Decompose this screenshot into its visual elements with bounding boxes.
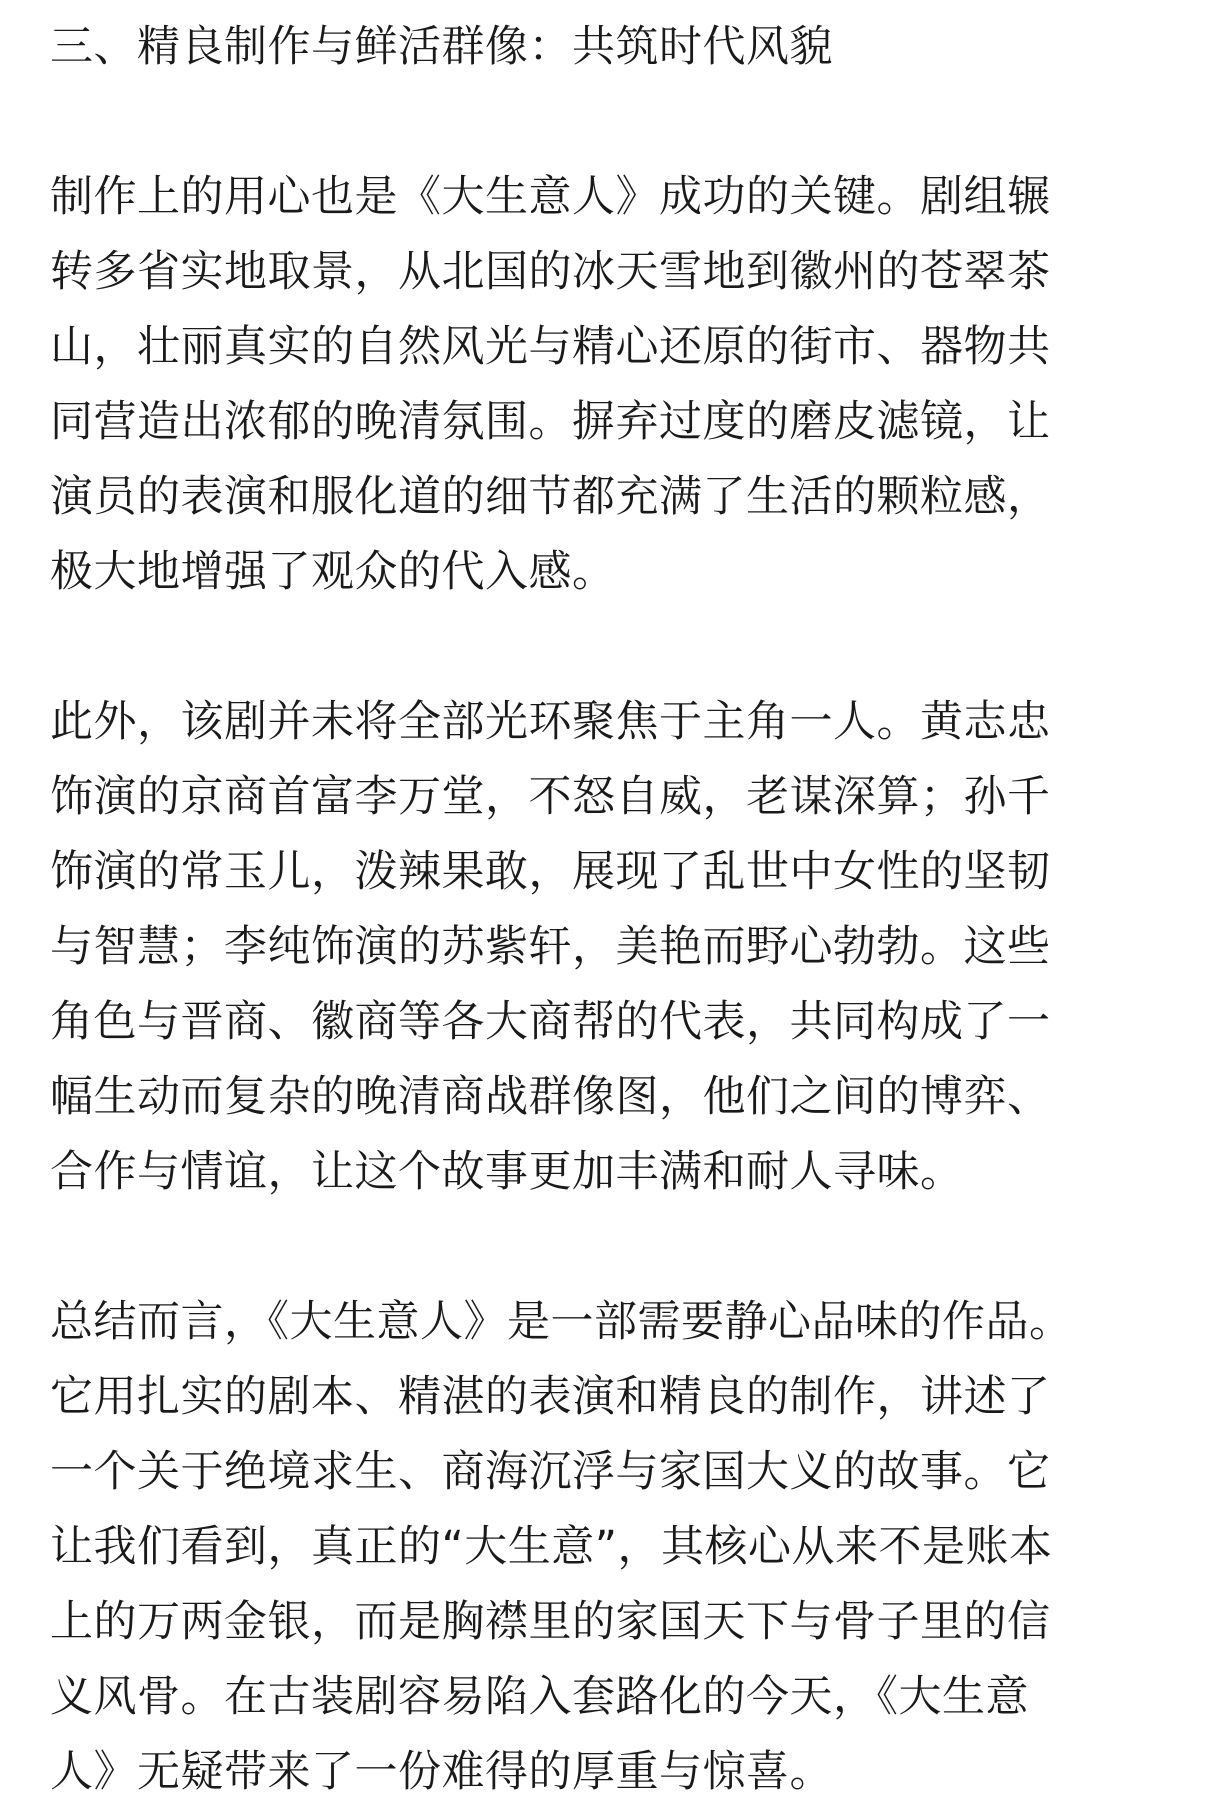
paragraph-line: 总结而言，《大生意人》是一部需要静心品味的作品。 bbox=[50, 1297, 1073, 1347]
paragraph-line: 幅生动而复杂的晚清商战群像图，他们之间的博弈、 bbox=[50, 1072, 1051, 1122]
paragraph-line: 山，壮丽真实的自然风光与精心还原的街市、器物共 bbox=[50, 322, 1051, 372]
paragraph-line: 人》无疑带来了一份难得的厚重与惊喜。 bbox=[50, 1747, 833, 1797]
article-body bbox=[50, 10, 1150, 1810]
paragraph-line: 与智慧；李纯饰演的苏紫轩，美艳而野心勃勃。这些 bbox=[50, 922, 1051, 972]
paragraph-line: 制作上的用心也是《大生意人》成功的关键。剧组辗 bbox=[50, 172, 1051, 222]
paragraph-line: 饰演的京商首富李万堂，不怒自威，老谋深算；孙千 bbox=[50, 772, 1051, 822]
paragraph-line: 合作与情谊，让这个故事更加丰满和耐人寻味。 bbox=[50, 1147, 964, 1197]
paragraph-line: 饰演的常玉儿，泼辣果敢，展现了乱世中女性的坚韧 bbox=[50, 847, 1051, 897]
paragraph-line: 角色与晋商、徽商等各大商帮的代表，共同构成了一 bbox=[50, 997, 1051, 1047]
paragraph-line: 此外，该剧并未将全部光环聚焦于主角一人。黄志忠 bbox=[50, 697, 1051, 747]
paragraph-gap bbox=[50, 610, 1150, 685]
paragraph-line: 一个关于绝境求生、商海沉浮与家国大义的故事。它 bbox=[50, 1447, 1051, 1497]
paragraph-line: 它用扎实的剧本、精湛的表演和精良的制作，讲述了 bbox=[50, 1372, 1051, 1422]
paragraph-line: 让我们看到，真正的“大生意”，其核心从来不是账本 bbox=[50, 1522, 1053, 1572]
paragraph-line: 转多省实地取景，从北国的冰天雪地到徽州的苍翠茶 bbox=[50, 247, 1051, 297]
paragraph-line: 义风骨。在古装剧容易陷入套路化的今天，《大生意 bbox=[50, 1672, 1029, 1722]
paragraph-line: 上的万两金银，而是胸襟里的家国天下与骨子里的信 bbox=[50, 1597, 1051, 1647]
paragraph-line: 同营造出浓郁的晚清氛围。摒弃过度的磨皮滤镜，让 bbox=[50, 397, 1051, 447]
paragraph-line: 极大地增强了观众的代入感。 bbox=[50, 547, 616, 597]
paragraph-production bbox=[50, 160, 1150, 610]
paragraph-conclusion bbox=[50, 1285, 1150, 1810]
section-heading: 三、精良制作与鲜活群像：共筑时代风貌 bbox=[50, 22, 833, 72]
paragraph-gap bbox=[50, 85, 1150, 160]
paragraph-gap bbox=[50, 1210, 1150, 1285]
paragraph-ensemble-cast bbox=[50, 685, 1150, 1210]
paragraph-line: 演员的表演和服化道的细节都充满了生活的颗粒感， bbox=[50, 472, 1051, 522]
